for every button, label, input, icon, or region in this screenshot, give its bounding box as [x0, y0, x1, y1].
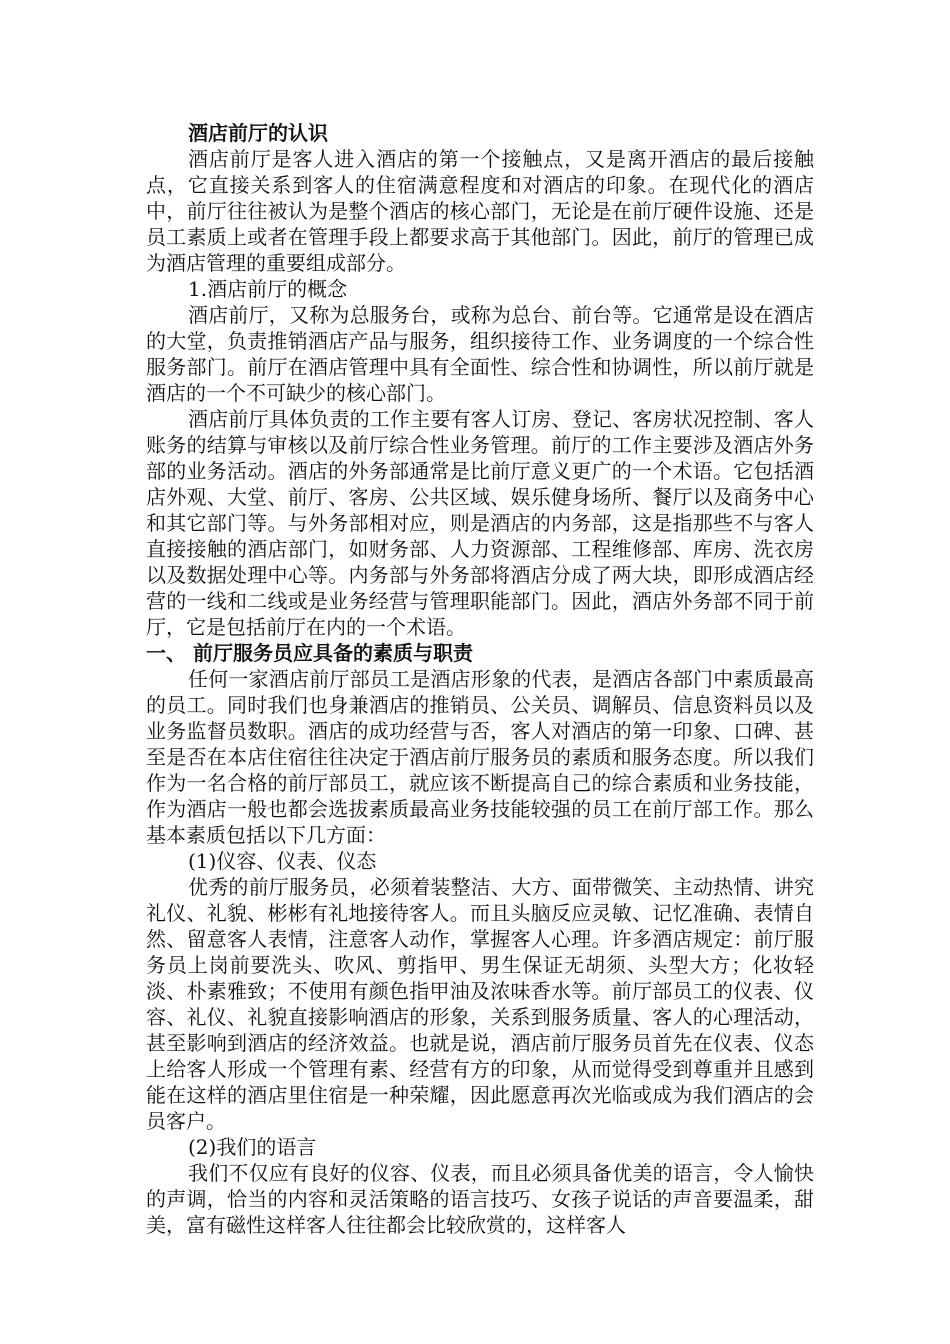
subheading-appearance: (1)仪容、仪表、仪态 [188, 849, 377, 873]
section-heading-qualities: 一、 前厅服务员应具备的素质与职责 [146, 641, 473, 665]
appearance-paragraph: 优秀的前厅服务员，必须着装整洁、大方、面带微笑、主动热情、讲究礼仪、礼貌、彬彬有礼地接待客人。而且头脑反应灵敏、记忆准确、表情自然、留意客人表情，注意客人动作，掌握客人心理。许多酒店规定：前厅服务员上岗前要洗头、吹风、剪指甲、男生保证无胡须、头型大方；化妆轻淡、朴素雅致；不使用有颜色指甲油及浓味香水等。前厅部员工的仪表、仪容、礼仪、礼貌直接影响酒店的形象，关系到服务质量、客人的心理活动，甚至影响到酒店的经济效益。也就是说，酒店前厅服务员首先在仪表、仪态上给客人形成一个管理有素、经营有方的印象，从而觉得受到尊重并且感到能在这样的酒店里住宿是一种荣耀，因此愿意再次光临或成为我们酒店的会员客户。 [146, 875, 814, 1133]
language-paragraph: 我们不仅应有良好的仪容、仪表，而且必须具备优美的语言，令人愉快的声调，恰当的内容和灵活策略的语言技巧、女孩子说话的声音要温柔，甜美，富有磁性这样客人往往都会比较欣赏的，这样客人 [146, 1161, 814, 1237]
document-page [146, 120, 814, 1238]
document-title: 酒店前厅的认识 [188, 121, 328, 145]
qualities-paragraph: 任何一家酒店前厅部员工是酒店形象的代表，是酒店各部门中素质最高的员工。同时我们也身兼酒店的推销员、公关员、调解员、信息资料员以及业务监督员数职。酒店的成功经营与否，客人对酒店的第一印象、口碑、甚至是否在本店住宿往往决定于酒店前厅服务员的素质和服务态度。所以我们作为一名合格的前厅部员工，就应该不断提高自己的综合素质和业务技能，作为酒店一般也都会选拔素质最高业务技能较强的员工在前厅部工作。那么基本素质包括以下几方面： [146, 667, 814, 847]
intro-paragraph: 酒店前厅是客人进入酒店的第一个接触点，又是离开酒店的最后接触点，它直接关系到客人的住宿满意程度和对酒店的印象。在现代化的酒店中，前厅往往被认为是整个酒店的核心部门，无论是在前厅硬件设施、还是员工素质上或者在管理手段上都要求高于其他部门。因此，前厅的管理已成为酒店管理的重要组成部分。 [146, 147, 814, 275]
concept-paragraph-2: 酒店前厅具体负责的工作主要有客人订房、登记、客房状况控制、客人账务的结算与审核以及前厅综合性业务管理。前厅的工作主要涉及酒店外务部的业务活动。酒店的外务部通常是比前厅意义更广的一个术语。它包括酒店外观、大堂、前厅、客房、公共区域、娱乐健身场所、餐厅以及商务中心和其它部门等。与外务部相对应，则是酒店的内务部，这是指那些不与客人直接接触的酒店部门，如财务部、人力资源部、工程维修部、库房、洗衣房以及数据处理中心等。内务部与外务部将酒店分成了两大块，即形成酒店经营的一线和二线或是业务经营与管理职能部门。因此，酒店外务部不同于前厅，它是包括前厅在内的一个术语。 [146, 407, 814, 639]
subheading-concept: 1.酒店前厅的概念 [188, 277, 348, 301]
concept-paragraph-1: 酒店前厅，又称为总服务台，或称为总台、前台等。它通常是设在酒店的大堂，负责推销酒店产品与服务，组织接待工作、业务调度的一个综合性服务部门。前厅在酒店管理中具有全面性、综合性和协调性，所以前厅就是酒店的一个不可缺少的核心部门。 [146, 303, 814, 405]
subheading-language: (2)我们的语言 [188, 1135, 317, 1159]
